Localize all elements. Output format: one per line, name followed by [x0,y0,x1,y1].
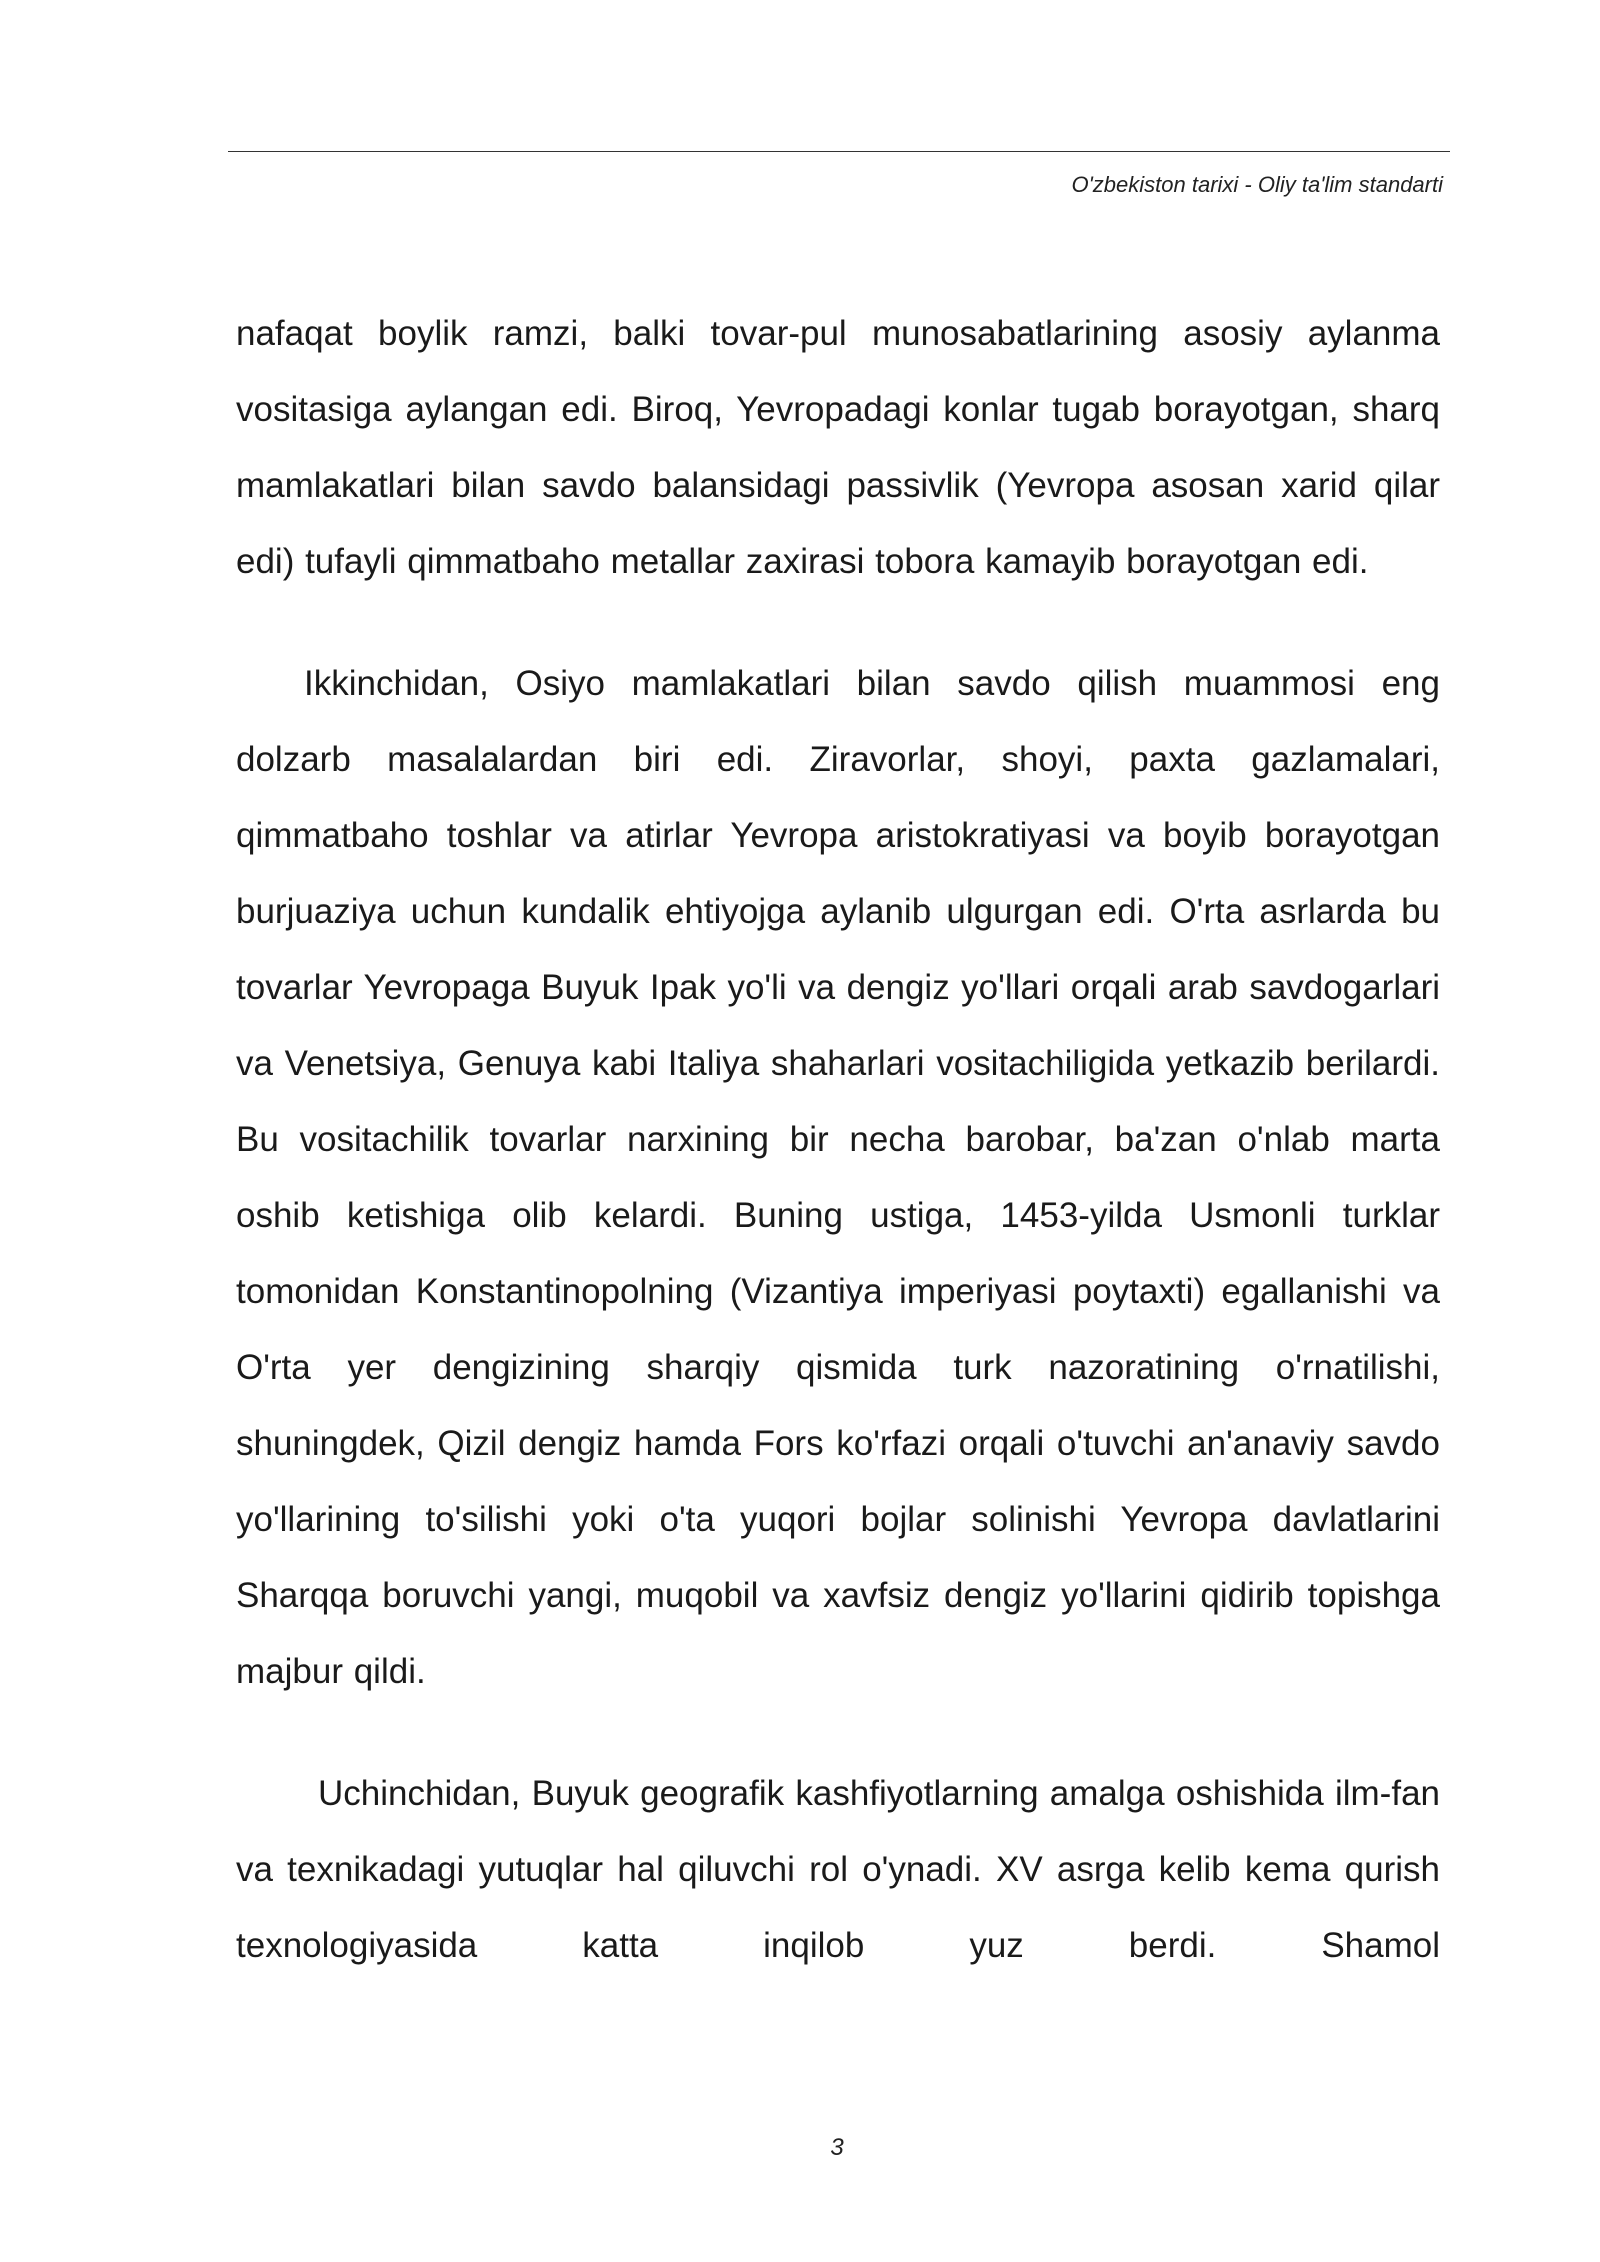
paragraph-3: Uchinchidan, Buyuk geografik kashfiyotlarning amalga oshishida ilm-fan va texnikadagi yutuqlar hal qiluvchi rol o'ynadi. XV asrga kelib kema qurish texnologiyasida katta inqilob yuz berdi. Shamol [236,1774,1440,1965]
paragraph-2: Ikkinchidan, Osiyo mamlakatlari bilan savdo qilish muammosi eng dolzarb masalalardan biri edi. Ziravorlar, shoyi, paxta gazlamalari, qimmatbaho toshlar va atirlar Yevropa aristokratiyasi va boyib borayotgan burjuaziya uchun kundalik ehtiyojga aylanib ulgurgan edi. O'rta asrlarda bu tovarlar Yevropaga Buyuk Ipak yo'li va dengiz yo'llari orqali arab savdogarlari va Venetsiya, Genuya kabi Italiya shaharlari vositachiligida yetkazib berilardi. Bu vositachilik tovarlar narxining bir necha barobar, ba'zan o'nlab marta oshib ketishiga olib kelardi. Buning ustiga, 1453-yilda Usmonli turklar tomonidan Konstantinopolning (Vizantiya imperiyasi poytaxti) egallanishi va O'rta yer dengizining sharqiy qismida turk nazoratining o'rnatilishi, shuningdek, Qizil dengiz hamda Fors ko'rfazi orqali o'tuvchi an'anaviy savdo yo'llarining to'silishi yoki o'ta yuqori bojlar solinishi Yevropa davlatlarini Sharqqa boruvchi yangi, muqobil va xavfsiz dengiz yo'llarini qidirib topishga majbur qildi. [236,664,1440,1691]
body-text [236,296,1440,1984]
paragraph-1: nafaqat boylik ramzi, balki tovar-pul munosabatlarining asosiy aylanma vositasiga aylangan edi. Biroq, Yevropadagi konlar tugab borayotgan, sharq mamlakatlari bilan savdo balansidagi passivlik (Yevropa asosan xarid qilar edi) tufayli qimmatbaho metallar zaxirasi tobora kamayib borayotgan edi. [236,314,1440,581]
header-rule [228,151,1450,152]
page-number: 3 [830,2134,844,2161]
running-header: O'zbekiston tarixi - Oliy ta'lim standarti [1071,172,1443,197]
